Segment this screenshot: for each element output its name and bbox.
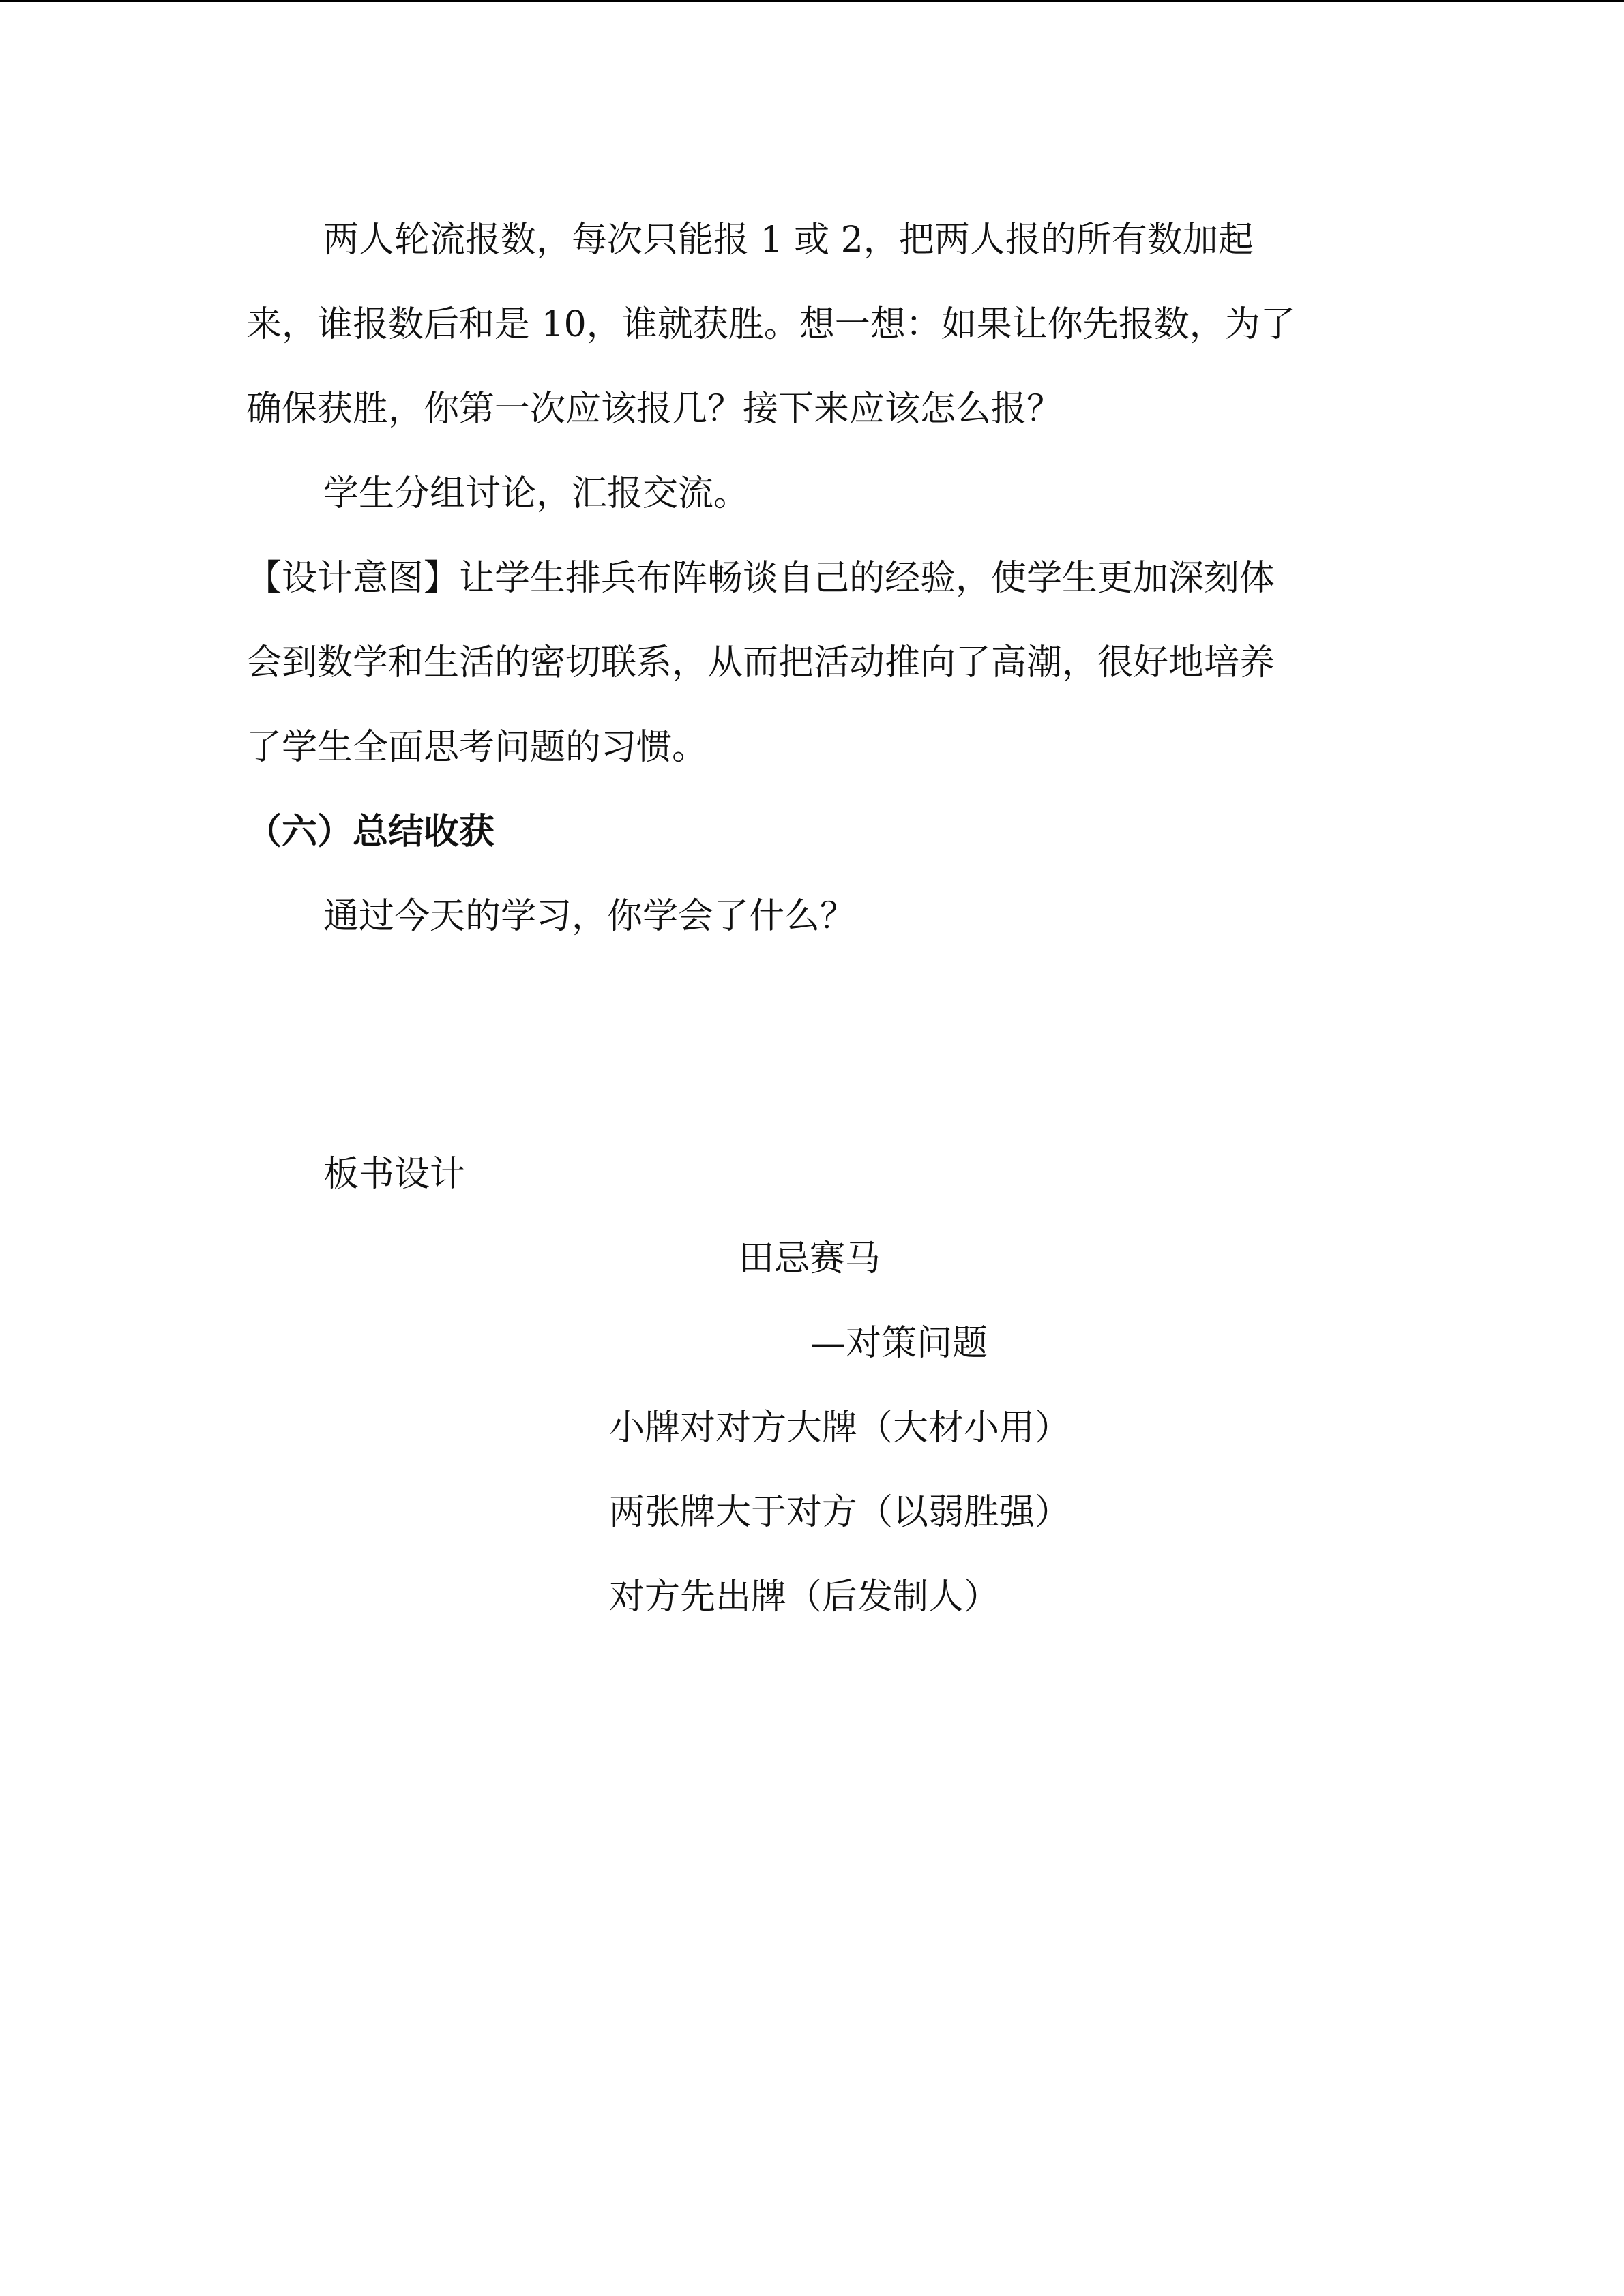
board-point-1: 小牌对对方大牌（大材小用） bbox=[609, 1407, 1071, 1448]
board-design-label: 板书设计 bbox=[323, 1154, 466, 1195]
design-intent-line-1: 【设计意图】让学生排兵布阵畅谈自己的经验，使学生更加深刻体 bbox=[246, 558, 1275, 599]
section-six-heading: （六）总结收获 bbox=[246, 811, 495, 852]
summary-question: 通过今天的学习，你学会了什么？ bbox=[323, 896, 856, 937]
game-rule-line-2: 来，谁报数后和是 10，谁就获胜。想一想：如果让你先报数，为了 bbox=[246, 304, 1296, 345]
design-intent-line-2: 会到数学和生活的密切联系，从而把活动推向了高潮，很好地培养 bbox=[246, 642, 1275, 683]
board-title: 田忌赛马 bbox=[739, 1238, 881, 1279]
page-top-border bbox=[0, 0, 1624, 2]
board-point-2: 两张牌大于对方（以弱胜强） bbox=[609, 1492, 1071, 1533]
design-intent-line-3: 了学生全面思考问题的习惯。 bbox=[246, 727, 708, 768]
game-rule-line-1: 两人轮流报数，每次只能报 1 或 2，把两人报的所有数加起 bbox=[323, 220, 1254, 260]
board-subtitle: —对策问题 bbox=[810, 1323, 988, 1364]
game-rule-line-3: 确保获胜，你第一次应该报几？接下来应该怎么报？ bbox=[246, 389, 1063, 430]
board-point-3: 对方先出牌（后发制人） bbox=[609, 1577, 1000, 1617]
discussion-text: 学生分组讨论，汇报交流。 bbox=[323, 473, 750, 514]
